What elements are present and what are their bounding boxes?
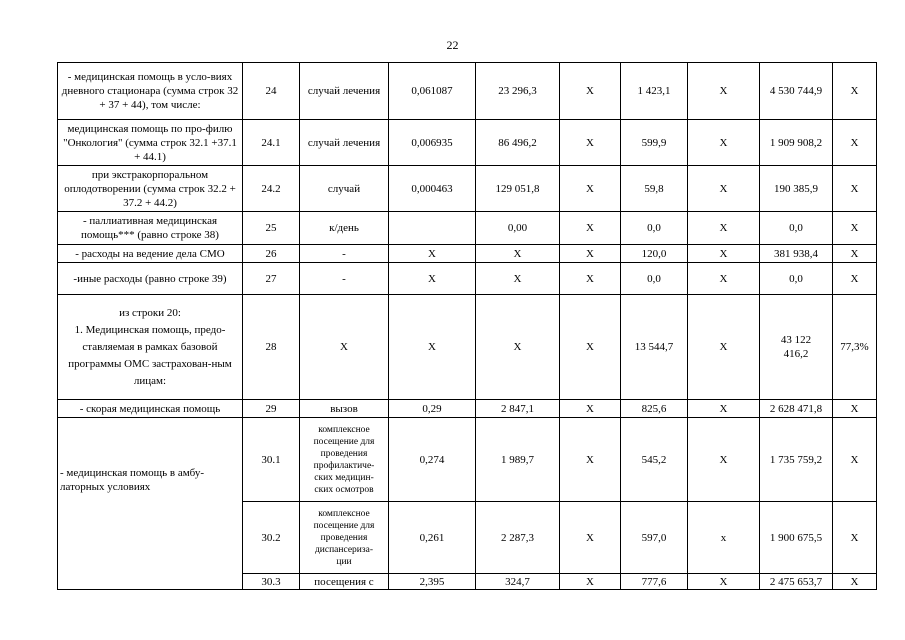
row-c8: X: [688, 212, 760, 245]
row-c10: X: [833, 120, 877, 166]
row-unit: -: [300, 263, 389, 295]
row-c9: 381 938,4: [760, 245, 833, 263]
budget-table: [57, 62, 877, 590]
row-unit: X: [300, 295, 389, 400]
row-unit: вызов: [300, 400, 389, 418]
row-c7: 545,2: [621, 418, 688, 502]
row-c7: 599,9: [621, 120, 688, 166]
row-line-number: 29: [243, 400, 300, 418]
row-c10: X: [833, 502, 877, 574]
row-c6: X: [560, 166, 621, 212]
row-c6: X: [560, 63, 621, 120]
page-number: 22: [446, 38, 459, 52]
row-c4: 0,006935: [389, 120, 476, 166]
row-c6: X: [560, 418, 621, 502]
row-unit-cell: [300, 418, 389, 502]
row-name: - медицинская помощь в амбу-латорных условиях: [58, 418, 243, 590]
row-line-number: 25: [243, 212, 300, 245]
row-c10: X: [833, 166, 877, 212]
row-c4: 0,000463: [389, 166, 476, 212]
table-row: [58, 418, 877, 502]
row-line-number: 24: [243, 63, 300, 120]
row-c5: 23 296,3: [476, 63, 560, 120]
row-c5: 2 287,3: [476, 502, 560, 574]
row-c5: 129 051,8: [476, 166, 560, 212]
row-name: -иные расходы (равно строке 39): [58, 263, 243, 295]
row-c9: 0,0: [760, 263, 833, 295]
row-c9: 4 530 744,9: [760, 63, 833, 120]
row-c10: X: [833, 63, 877, 120]
row-c5: X: [476, 263, 560, 295]
row-c10: X: [833, 263, 877, 295]
row-name: при экстракорпоральном оплодотворении (сумма строк 32.2 + 37.2 + 44.2): [58, 166, 243, 212]
row-unit: случай лечения: [300, 120, 389, 166]
row-unit-line: профилактиче-: [313, 460, 375, 471]
row-name: 1. Медицинская помощь, предо-ставляемая в рамках базовой программы ОМС застрахован-ным лицам:: [68, 323, 232, 387]
row-name-header: из строки 20:: [119, 306, 181, 319]
row-unit-line: ских осмотров: [314, 484, 374, 495]
row-line-number: 26: [243, 245, 300, 263]
row-c9-cell: [760, 295, 833, 400]
row-c7: 0,0: [621, 212, 688, 245]
row-c5: 324,7: [476, 574, 560, 590]
row-c5: 1 989,7: [476, 418, 560, 502]
row-c9: 1 909 908,2: [760, 120, 833, 166]
row-unit-line: посещение для: [313, 436, 375, 447]
row-unit: к/день: [300, 212, 389, 245]
row-c6: X: [560, 245, 621, 263]
row-unit-line: посещение для: [313, 520, 375, 531]
row-name: - медицинская помощь в усло-виях дневного стационара (сумма строк 32 + 37 + 44), том числе:: [58, 63, 243, 120]
row-c9: 2 628 471,8: [760, 400, 833, 418]
row-c4: 0,29: [389, 400, 476, 418]
row-name-cell: [58, 295, 243, 400]
row-c6: X: [560, 263, 621, 295]
row-line-number: 30.2: [243, 502, 300, 574]
row-c7: 120,0: [621, 245, 688, 263]
row-c4: [389, 212, 476, 245]
table-row: [58, 263, 877, 295]
row-line-number: 30.1: [243, 418, 300, 502]
row-name: медицинская помощь по про-филю "Онкология" (сумма строк 32.1 +37.1 + 44.1): [58, 120, 243, 166]
row-unit: случай: [300, 166, 389, 212]
row-c8: X: [688, 166, 760, 212]
row-c9: 1 735 759,2: [760, 418, 833, 502]
row-c6: X: [560, 400, 621, 418]
row-c10: X: [833, 574, 877, 590]
row-c7: 59,8: [621, 166, 688, 212]
row-unit-cell: [300, 502, 389, 574]
row-c8: X: [688, 574, 760, 590]
row-c8: X: [688, 418, 760, 502]
row-c7: 1 423,1: [621, 63, 688, 120]
row-unit: -: [300, 245, 389, 263]
row-unit-line: проведения: [320, 448, 368, 459]
row-c9: 190 385,9: [760, 166, 833, 212]
row-c4: X: [389, 263, 476, 295]
row-c9: 1 900 675,5: [760, 502, 833, 574]
row-line-number: 28: [243, 295, 300, 400]
row-c10: X: [833, 400, 877, 418]
row-c7: 825,6: [621, 400, 688, 418]
row-unit: посещения с: [300, 574, 389, 590]
row-c6: X: [560, 574, 621, 590]
row-c8: X: [688, 263, 760, 295]
row-line-number: 24.1: [243, 120, 300, 166]
row-name: - паллиативная медицинская помощь*** (равно строке 38): [58, 212, 243, 245]
row-c9: 2 475 653,7: [760, 574, 833, 590]
row-c4: 0,274: [389, 418, 476, 502]
row-c4: 2,395: [389, 574, 476, 590]
row-c4: 0,261: [389, 502, 476, 574]
row-line-number: 24.2: [243, 166, 300, 212]
row-c8: X: [688, 120, 760, 166]
row-c7: 13 544,7: [621, 295, 688, 400]
row-c4: 0,061087: [389, 63, 476, 120]
row-c8: x: [688, 502, 760, 574]
table-row: [58, 63, 877, 120]
row-c6: X: [560, 502, 621, 574]
row-c9-line1: 43 122: [780, 334, 812, 346]
table-row: [58, 212, 877, 245]
row-c5: 2 847,1: [476, 400, 560, 418]
row-c5: 0,00: [476, 212, 560, 245]
table-row: [58, 166, 877, 212]
row-c6: X: [560, 212, 621, 245]
row-unit-line: комплексное: [318, 424, 370, 435]
row-c10: X: [833, 418, 877, 502]
row-unit-line: комплексное: [318, 508, 370, 519]
row-c8: X: [688, 63, 760, 120]
row-unit-line: диспансериза-: [314, 544, 374, 555]
row-c6: X: [560, 295, 621, 400]
table-row: [58, 245, 877, 263]
row-c5: X: [476, 245, 560, 263]
row-c5: 86 496,2: [476, 120, 560, 166]
row-c9: 0,0: [760, 212, 833, 245]
row-name: - расходы на ведение дела СМО: [58, 245, 243, 263]
row-c9-line2: 416,2: [783, 348, 809, 360]
row-unit-line: проведения: [320, 532, 368, 543]
row-c10: X: [833, 212, 877, 245]
row-c7: 777,6: [621, 574, 688, 590]
row-c8: X: [688, 295, 760, 400]
row-unit-line: ских медицин-: [314, 472, 374, 483]
table-row: [58, 400, 877, 418]
row-unit: случай лечения: [300, 63, 389, 120]
row-c7: 0,0: [621, 263, 688, 295]
row-c10: 77,3%: [833, 295, 877, 400]
row-c5: X: [476, 295, 560, 400]
row-c8: X: [688, 400, 760, 418]
row-c7: 597,0: [621, 502, 688, 574]
table-row: [58, 295, 877, 400]
row-line-number: 27: [243, 263, 300, 295]
row-c10: X: [833, 245, 877, 263]
row-unit-line: ции: [336, 556, 352, 567]
table-row: [58, 120, 877, 166]
row-c6: X: [560, 120, 621, 166]
row-line-number: 30.3: [243, 574, 300, 590]
row-c4: X: [389, 245, 476, 263]
row-c8: X: [688, 245, 760, 263]
row-name: - скорая медицинская помощь: [58, 400, 243, 418]
row-c4: X: [389, 295, 476, 400]
